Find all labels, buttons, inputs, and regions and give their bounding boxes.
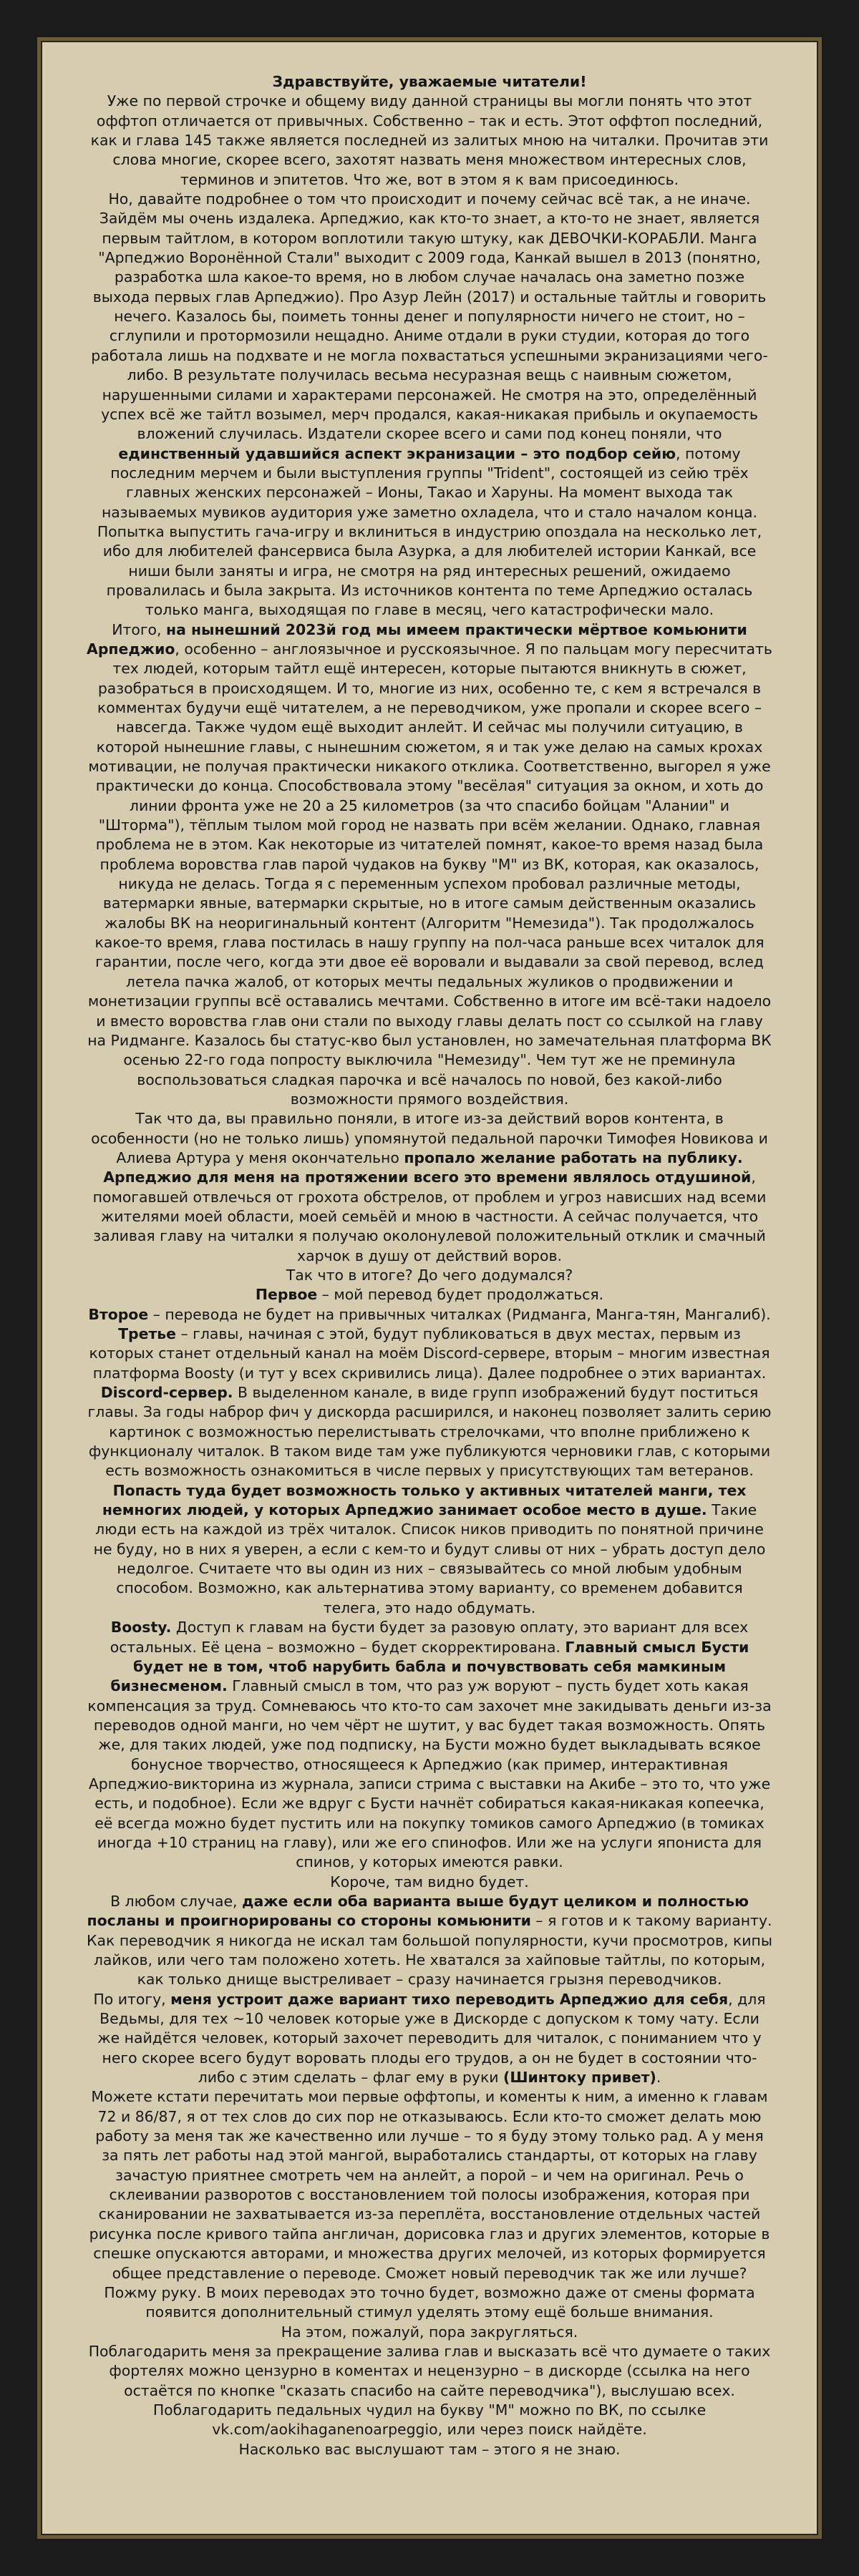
paragraph-text: По итогу, [93, 1990, 171, 2008]
paragraph-text: Можете кстати перечитать мои первые оффтопы, и коменты к ним, а именно к главам 72 и 86/87, я от тех слов до сих пор не отказываюсь. Если кто-то сможет делать мою работу за меня так же качественно или лучше – то я буду этому только рад. А у меня за пять лет работы над этой мангой, выработались стандарты, от которых на главу зачастую приятнее смотреть чем на анлейт, а порой – и чем на оригинал. Речь о склеивании разворотов с восстановлением той полосы изображения, которая при сканировании не захватывается из-за переплёта, восстановление отдельных частей рисунка после кривого тайпа англичан, дорисовка глаз и других элементов, которые в спешке опускаются авторами, и множества других мелочей, из которых формируется общее представление о переводе. Сможет новый переводчик так же или лучше? Пожму руку. В моих переводах это точно будет, возможно даже от смены формата появится дополнительный стимул уделять этому ещё больше внимания. [89, 2088, 770, 2321]
emphasis-text: единственный удавшийся аспект экранизации – это подбор сейю [118, 444, 676, 462]
paragraph [87, 2087, 772, 2322]
paragraph [87, 1285, 772, 1304]
paragraph-text: На этом, пожалуй, пора закругляться. [281, 2323, 578, 2341]
paragraph-text: – главы, начиная с этой, будут публиковаться в двух местах, первым из которых станет отдельный канал на моём Discord-сервере, вторым – многим известная платформа Boosty (и тут у всех скривились лица). Далее подробнее о этих вариантах. [89, 1325, 770, 1382]
paragraph [87, 1109, 772, 1168]
paragraph [87, 620, 772, 1110]
paragraph-text: Итого, [112, 620, 166, 638]
paragraph-text: – я готов и к такому варианту. Как переводчик я никогда не искал там большой популярности, кучи просмотров, кипы лайков, или чего там положено хотеть. Не хватался за хайповые тайтлы, по которым, как только днище выстреливает – сразу начинается грызня переводчиков. [87, 1912, 772, 1989]
emphasis-text: на нынешний 2023й год мы имеем практически мёртвое комьюнити Арпеджио [87, 620, 747, 658]
emphasis-text: меня устроит даже вариант тихо переводить Арпеджио для себя [170, 1990, 729, 2008]
emphasis-text: Арпеджио для меня на протяжении всего это времени являлось отдушиной [103, 1169, 752, 1186]
paragraph [87, 1892, 772, 1990]
paragraph-text: Уже по первой строчке и общему виду данной страницы вы могли понять что этот оффтоп отличается от привычных. Собственно – так и есть. Этот оффтоп последний, как и глава 145 также является последней из залитых мною на читалки. Прочитав эти слова многие, скорее всего, захотят назвать меня множеством интересных слов, терминов и эпитетов. Что же, вот в этом я к вам присоединюсь. [90, 92, 769, 188]
paragraph [87, 190, 772, 620]
paragraph-text: Главный смысл в том, что раз уж воруют – пусть будет хоть какая компенсация за труд. Сомневаюсь что кто-то сам захочет мне закидывать деньги из-за переводов одной манги, но чем чёрт не шутит, у вас будет такая возможность. Опять же, для таких людей, уже под подписку, на Бусти можно будет выкладывать всякое бонусное творчество, относящееся к Арпеджио (как пример, интерактивная Арпеджио-викторина из журнала, записи стрима с выставки на Акибе – это то, что уже есть, и подобное). Если же вдруг с Бусти начнёт собираться какая-никакая копеечка, её всегда можно будет пустить или на покупку томиков самого Арпеджио (в томиках иногда +10 страниц на главу), или же его спинофов. Или же на услуги япониста для спинов, у которых имеются равки. [87, 1677, 772, 1871]
paragraph [87, 1266, 772, 1285]
paragraph [87, 1873, 772, 1892]
paragraph-text: Насколько вас выслушают там – этого я не знаю. [238, 2440, 621, 2458]
paragraph [87, 1383, 772, 1481]
paragraph-text: Короче, там видно будет. [330, 1873, 529, 1890]
paragraph [87, 1990, 772, 2088]
emphasis-text: Первое [255, 1286, 318, 1304]
paragraph [87, 2323, 772, 2342]
paragraph-text: , помогавшей отвлечься от грохота обстрелов, от проблем и угроз нависших над всеми жителями моей области, моей семьёй и мною в частности. А сейчас получается, что заливая главу на читалки я получаю околонулевой положительный отклик и смачный харчок в душу от действий воров. [92, 1169, 767, 1264]
paragraph [87, 1305, 772, 1324]
paragraph-text: Поблагодарить педальных чудил на букву "М" можно по ВК, по ссылке vk.com/aokihaganenoarpeggio, или через поиск найдёте. [152, 2401, 707, 2439]
emphasis-text: Boosty. [110, 1619, 172, 1636]
emphasis-text: Третье [118, 1325, 176, 1342]
greeting [87, 72, 772, 92]
paragraph [87, 1168, 772, 1266]
paragraph-text: . [656, 2069, 661, 2087]
emphasis-text: Здравствуйте, уважаемые читатели! [272, 73, 587, 90]
paragraph [87, 2440, 772, 2459]
paragraph-text: Но, давайте подробнее о том что происходит и почему сейчас всё так, а не иначе. Зайдём мы очень издалека. Арпеджио, как кто-то знает, а кто-то не знает, является первым тайтлом, в котором воплотили такую штуку, как ДЕВОЧКИ-КОРАБЛИ. Манга "Арпеджио Воронённой Стали" выходит с 2009 года, Канкай вышел в 2013 (понятно, разработка шла какое-то время, но в любом случае началась она заметно позже выхода первых глав Арпеджио). Про Азур Лейн (2017) и остальные тайтлы и говорить нечего. Казалось бы, поиметь тонны денег и популярности ничего не стоит, но – сглупили и протормозили нещадно. Аниме отдали в руки студии, которая до того работала лишь на подхвате и не могла похвастаться успешными экранизациями чего-либо. В результате получилась весьма несуразная вещь с наивным сюжетом, нарушенными силами и характерами персонажей. Не смотря на это, определённый успех всё же тайтл возымел, мерч продался, какая-никакая прибыль и окупаемость вложений случилась. Издатели скорее всего и сами под конец поняли, что [91, 190, 768, 443]
paragraph-text: В выделенном канале, в виде групп изображений будут поститься главы. За годы наброр фич у дискорда расширился, и наконец позволяет залить серию картинок с возможностью перелистывать стрелочками, что вполне приближено к функционалу читалок. В таком виде там уже публикуются черновики глав, с которыми есть возможность ознакомиться в числе первых у присутствующих там ветеранов. [87, 1384, 772, 1480]
paragraph-text: – перевода не будет на привычных читалках (Ридманга, Манга-тян, Мангалиб). [148, 1305, 771, 1323]
emphasis-text: пропало желание работать на публику. [404, 1148, 743, 1166]
offtop-frame [37, 37, 822, 2539]
offtop-text [41, 41, 818, 2481]
paragraph-text: В любом случае, [110, 1892, 243, 1910]
paragraph-text: , особенно – англоязычное и русскоязычное. Я по пальцам могу пересчитать тех людей, которым тайтл ещё интересен, которые пытаются вникнуть в сюжет, разобраться в происходящем. И то, многие из них, особенно те, с кем я встречался в комментах будучи ещё читателем, а не переводчиком, уже пропали и скорее всего – навсегда. Также чудом ещё выходит анлейт. И сейчас мы получили ситуацию, в которой нынешние главы, с нынешним сюжетом, я и так уже делаю на самых крохах мотивации, не получая практически никакого отклика. Соответственно, выгорел я уже практически до конца. Способствовала этому "весёлая" ситуация за окном, и хоть до линии фронта уже не 20 а 25 километров (за что спасибо бойцам "Алании" и "Шторма"), тёплым тылом мой город не назвать при всём желании. Однако, главная проблема не в этом. Как некоторые из читателей помнят, какое-то время назад была проблема воровства глав парой чудаков на букву "М" из ВК, которая, как оказалось, никуда не делась. Тогда я с переменным успехом пробовал различные методы, ватермарки явные, ватермарки скрытые, но в итоге самым действенным оказались жалобы ВК на неоригинальный контент (Алгоритм "Немезида"). Так продолжалось какое-то время, глава постилась в нашу группу на пол-часа раньше всех читалок для гарантии, после чего, когда эти двое её воровали и выдавали за свой перевод, вслед летела пачка жалоб, от которых мечты педальных жуликов о продвижении и монетизации группы всё оставались мечтами. Собственно в итоге им всё-таки надоело и вместо воровства глав они стали по выходу главы делать пост со ссылкой на главу на Ридманге. Казалось бы статус-кво был установлен, но замечательная платформа ВК осенью 22-го года попросту выключила "Немезиду". Чем тут же не преминула воспользоваться сладкая парочка и всё началось по новой, без какой-либо возможности прямого воздействия. [87, 640, 772, 1108]
paragraph-text: – мой перевод будет продолжаться. [317, 1286, 604, 1304]
paragraph [87, 92, 772, 190]
paragraph [87, 2342, 772, 2401]
paragraph [87, 1324, 772, 1383]
paragraph-text: Поблагодарить меня за прекращение залива глав и высказать всё что думаете о таких фортелях можно цензурно в коментах и нецензурно – в дискорде (ссылка на него остаётся по кнопке "сказать спасибо на сайте переводчика"), выслушаю всех. [88, 2342, 771, 2399]
emphasis-text: Discord-сервер. [100, 1384, 233, 1402]
emphasis-text: даже если оба варианта выше будут целиком и полностью посланы и проигнорированы со стороны комьюнити [87, 1892, 749, 1930]
paragraph [87, 1618, 772, 1872]
paragraph-text: Доступ к главам на бусти будет за разовую оплату, это вариант для всех остальных. Её цена – возможно – будет скорректирована. [110, 1619, 749, 1656]
paragraph-text: , потому последним мерчем и были выступления группы "Trident", состоящей из сейю трёх главных женских персонажей – Ионы, Такао и Харуны. На момент выхода так называемых мувиков аудитория уже заметно охладела, что и стало началом конца. Попытка выпустить гача-игру и вклиниться в индустрию опоздала на несколько лет, ибо для любителей фансервиса была Азурка, а для любителей истории Канкай, все ниши были заняты и игра, не смотря на ряд интересных решений, ожидаемо провалилась и была закрыта. Из источников контента по теме Арпеджио осталась только манга, выходящая по главе в месяц, чего катастрофически мало. [97, 444, 762, 619]
emphasis-text: Второе [88, 1305, 149, 1323]
paragraph-text: , для Ведьмы, для тех ~10 человек которые уже в Дискорде с допуском к тому чату. Если же найдётся человек, который захочет переводить для читалок, с пониманием что у него скорее всего будут воровать плоды его трудов, а он не будет в состоянии что-либо с этим сделать – флаг ему в руки [97, 1990, 766, 2087]
paragraph-text: Такие люди есть на каждой из трёх читалок. Список ников приводить по понятной причине не буду, но в них я уверен, а если с кем-то и будут сливы от них – убрать доступ дело недолгое. Считаете что вы один из них – связывайтесь со мной любым удобным способом. Возможно, как альтернатива этому варианту, со временем добавится телега, это надо обдумать. [93, 1501, 766, 1616]
paragraph [87, 2401, 772, 2440]
paragraph [87, 1481, 772, 1618]
emphasis-text: Попасть туда будет возможность только у активных читателей манги, тех немногих людей, у которых Арпеджио занимает особое место в душе. [102, 1481, 747, 1519]
emphasis-text: Главный смысл Бусти будет не в том, чтоб нарубить бабла и почувствовать себя мамкиным бизнесменом. [110, 1638, 749, 1695]
emphasis-text: (Шинтоку привет) [503, 2069, 656, 2087]
paragraph-text: Так что в итоге? До чего додумался? [286, 1266, 573, 1284]
paragraph-text: Так что да, вы правильно поняли, в итоге из-за действий воров контента, в особенности (но не только лишь) упомянутой педальной парочки Тимофея Новикова и Алиева Артура у меня окончательно [91, 1110, 768, 1166]
